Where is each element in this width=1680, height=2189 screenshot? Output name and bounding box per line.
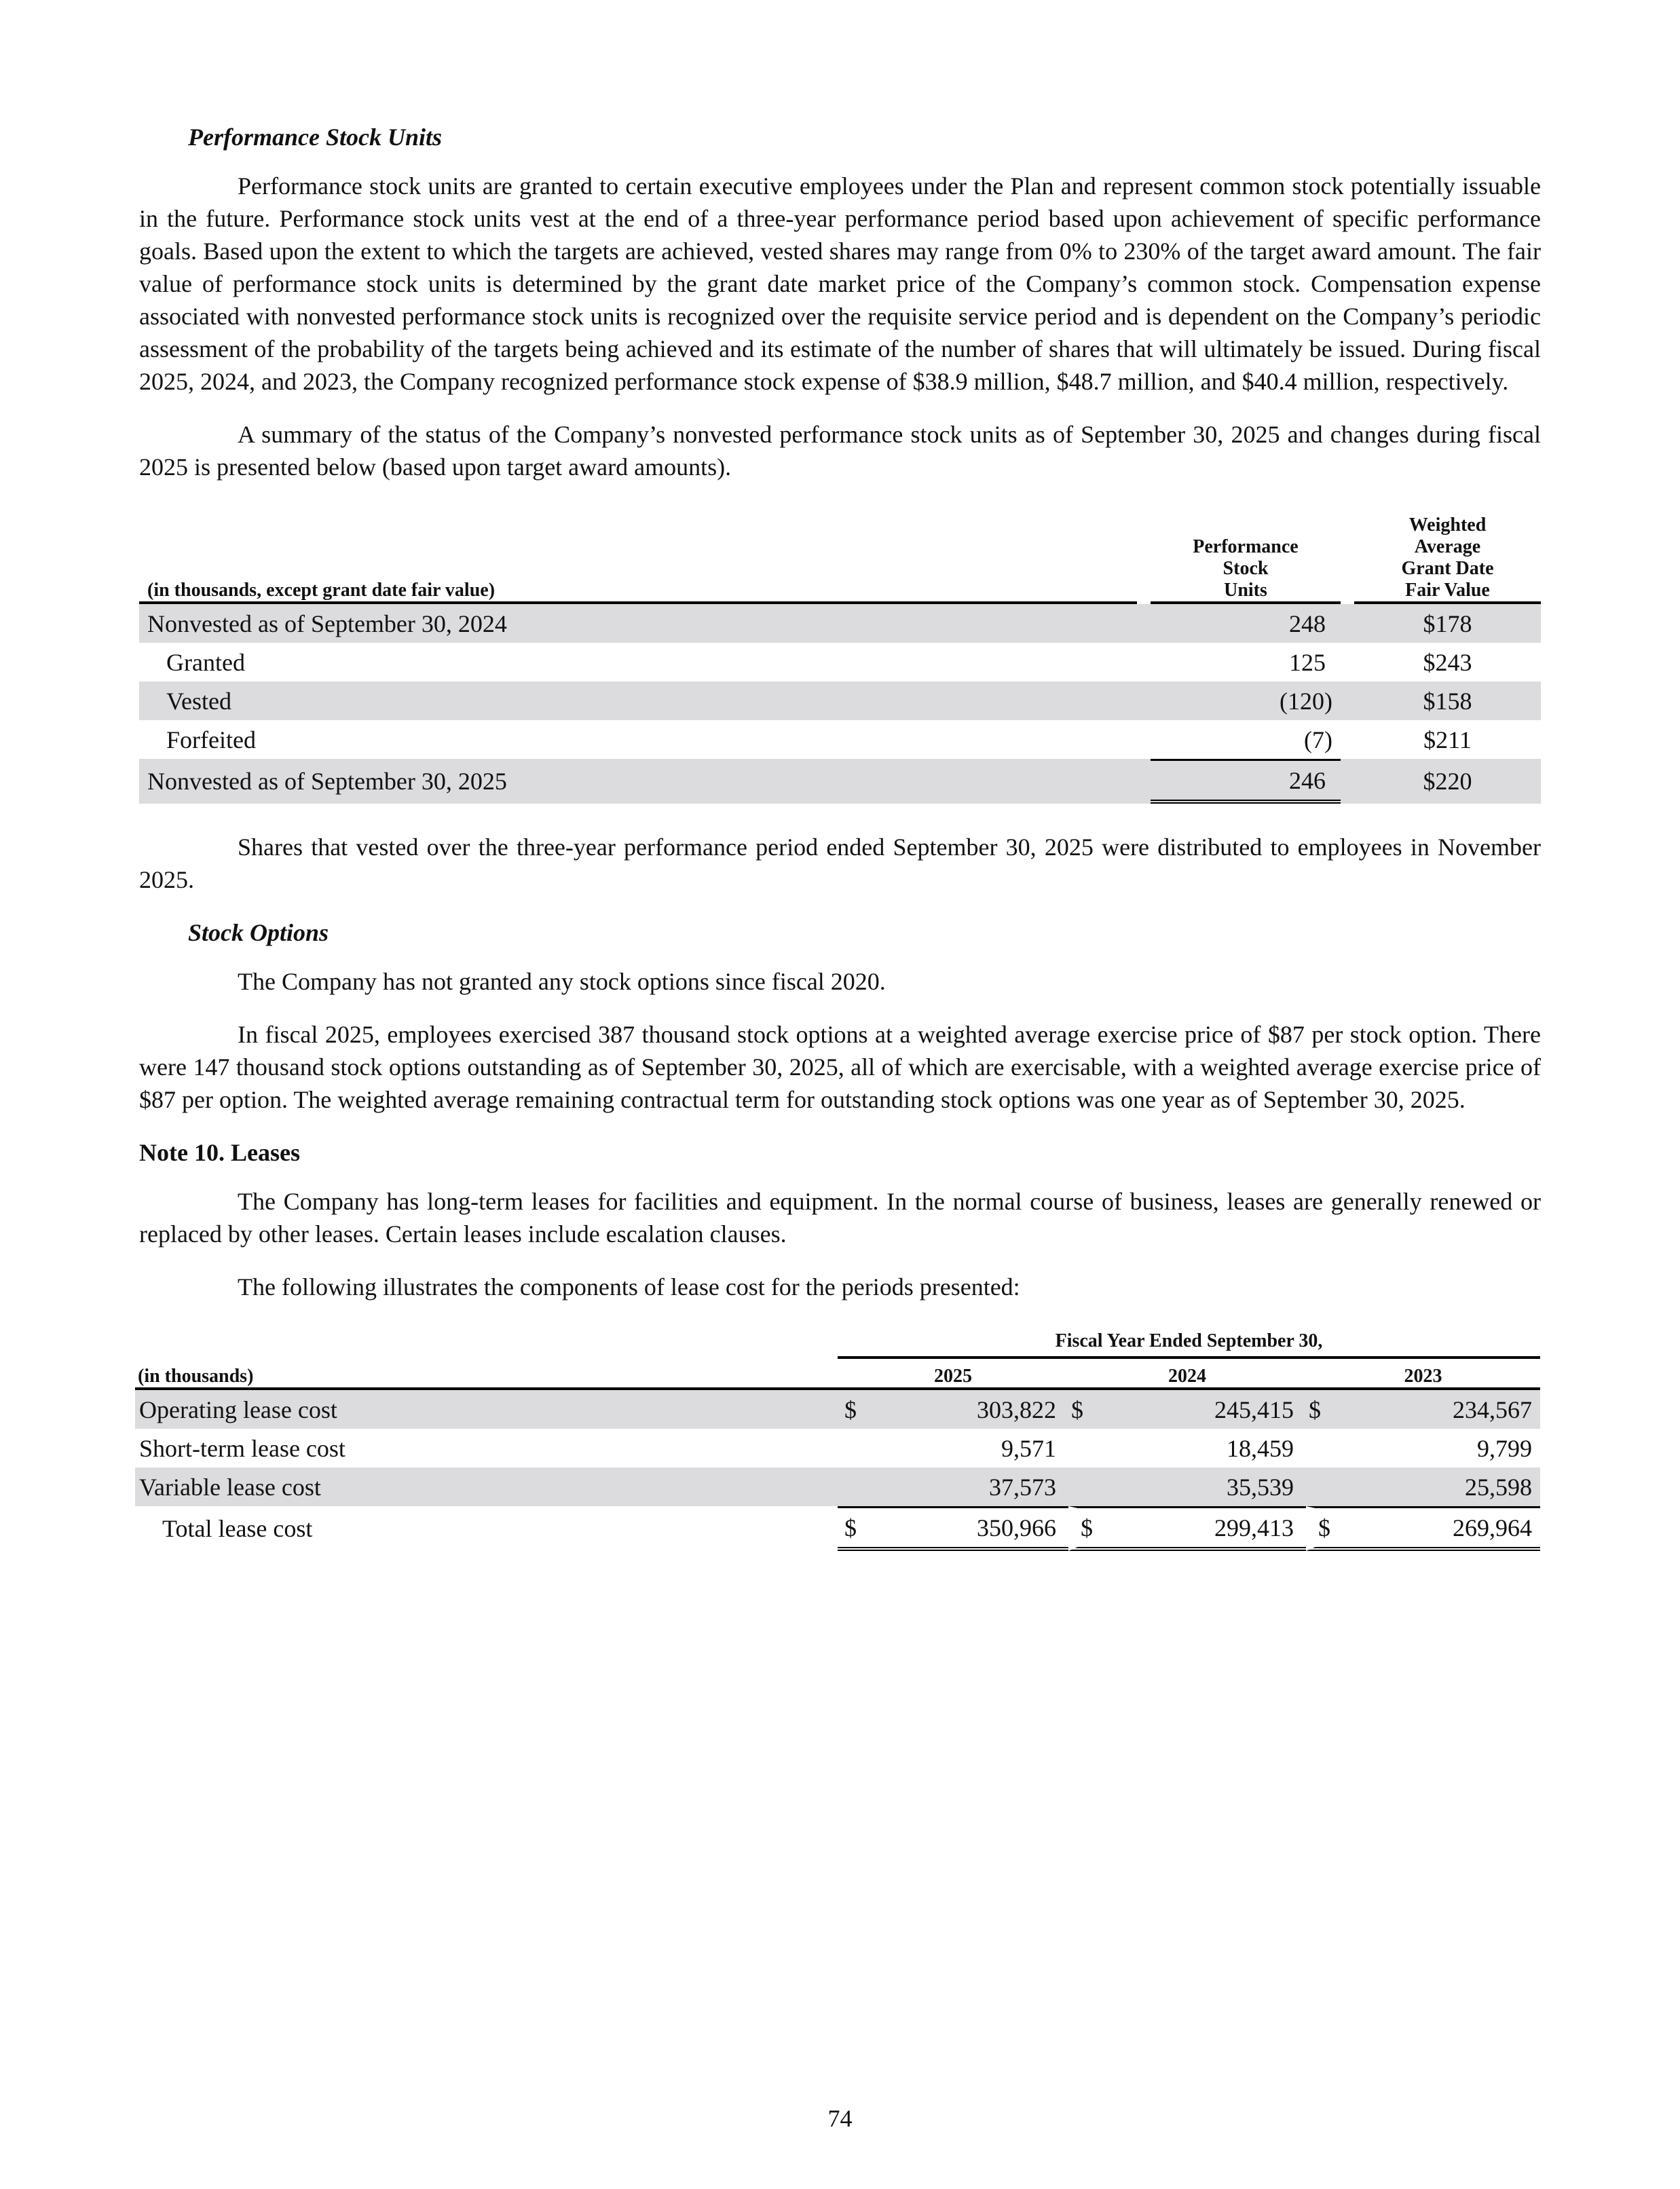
- stock-options-paragraph-1: The Company has not granted any stock options since fiscal 2020.: [238, 968, 886, 995]
- psu-paragraph-3: Shares that vested over the three-year performance period ended September 30, 2025 were distributed to employees in November 2025.: [139, 834, 1541, 893]
- page-number: 74: [827, 2105, 853, 2132]
- year-header-2025: 2025: [838, 1359, 1068, 1390]
- table-row: Nonvested as of September 30, 2024 248 $178: [139, 604, 1541, 643]
- stock-options-heading: Stock Options: [188, 919, 329, 946]
- psu-col-fair-value-header: Weighted Average Grant Date Fair Value: [1354, 514, 1541, 604]
- lease-table-group-header-row: [135, 1330, 1540, 1359]
- table-row: Variable lease cost 37,573 35,539 25,598: [135, 1467, 1540, 1506]
- year-header-2023: 2023: [1306, 1359, 1540, 1390]
- fiscal-year-group-header: Fiscal Year Ended September 30,: [838, 1330, 1540, 1359]
- psu-paragraph-1: Performance stock units are granted to certain executive employees under the Plan and represent common stock potentially issuable in the future. Performance stock units vest at the end of a three-year performance period based upon achievement of specific performance goals. Based upon the extent to which the targets are achieved, vested shares may range from 0% to 230% of the target award amount. The fair value of performance stock units is determined by the grant date market price of the Company’s common stock. Compensation expense associated with nonvested performance stock units is recognized over the requisite service period and is dependent on the Company’s periodic assessment of the probability of the targets being achieved and its estimate of the number of shares that will ultimately be issued. During fiscal 2025, 2024, and 2023, the Company recognized performance stock expense of $38.9 million, $48.7 million, and $40.4 million, respectively.: [139, 172, 1541, 395]
- note-10-heading: Note 10. Leases: [139, 1139, 300, 1166]
- table-row: Vested (120) $158: [139, 681, 1541, 720]
- table-row: Granted 125 $243: [166, 648, 1472, 676]
- document-page: [139, 121, 1541, 1551]
- leases-paragraph-2: The following illustrates the components of lease cost for the periods presented:: [238, 1273, 1020, 1301]
- table-row: Short-term lease cost 9,571 18,459 9,799: [139, 1434, 1532, 1462]
- lease-table-caption: (in thousands): [135, 1359, 838, 1390]
- psu-table: [139, 514, 1541, 804]
- leases-paragraph-1: The Company has long-term leases for facilities and equipment. In the normal course of business, leases are generally renewed or replaced by other leases. Certain leases include escalation clauses.: [139, 1188, 1541, 1248]
- psu-table-header: [139, 514, 1541, 604]
- table-row: Forfeited (7) $211: [166, 726, 1472, 753]
- table-row-total: Total lease cost $ 350,966 $ 299,413 $ 269,964: [135, 1506, 1540, 1551]
- psu-col-units-header: Performance Stock Units: [1151, 514, 1341, 604]
- table-row: Operating lease cost $ 303,822 $ 245,415 $ 234,567: [135, 1390, 1540, 1429]
- table-row: Nonvested as of September 30, 2025 246 $220: [139, 759, 1541, 804]
- psu-paragraph-2: A summary of the status of the Company’s nonvested performance stock units as of September 30, 2025 and changes during fiscal 2025 is presented below (based upon target award amounts).: [139, 421, 1541, 481]
- year-header-2024: 2024: [1068, 1359, 1306, 1390]
- lease-cost-table: [135, 1330, 1540, 1551]
- lease-table-header-row: [135, 1359, 1540, 1390]
- psu-heading: Performance Stock Units: [188, 124, 442, 151]
- stock-options-paragraph-2: In fiscal 2025, employees exercised 387 thousand stock options at a weighted average exercise price of $87 per stock option. There were 147 thousand stock options outstanding as of September 30, 2025, all of which are exercisable, with a weighted average exercise price of $87 per option. The weighted average remaining contractual term for outstanding stock options was one year as of September 30, 2025.: [139, 1021, 1541, 1113]
- psu-table-caption: (in thousands, except grant date fair value): [139, 514, 1137, 604]
